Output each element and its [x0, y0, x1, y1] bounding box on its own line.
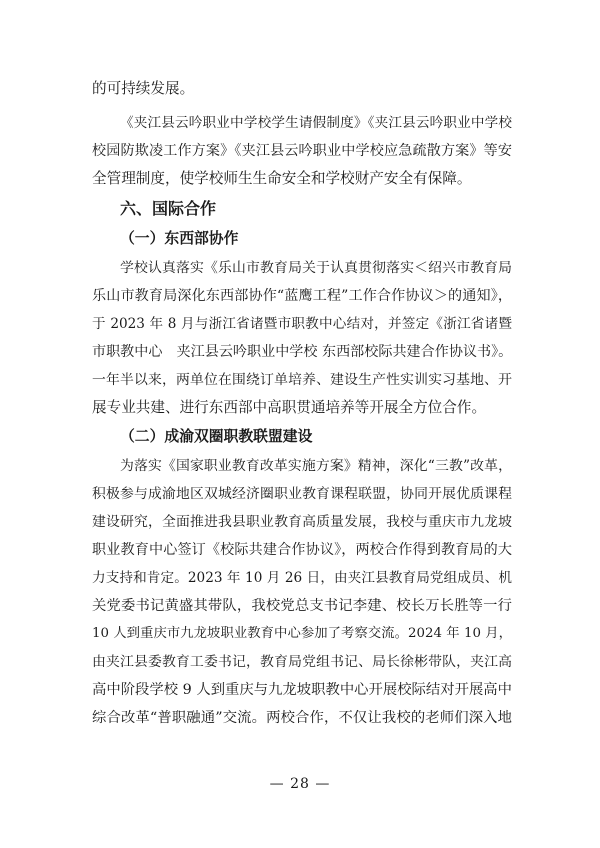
paragraph-line: 由夹江县委教育工委书记，教育局党组书记、局长徐彬带队，夹江高	[92, 654, 512, 670]
page-number: — 28 —	[269, 776, 331, 792]
paragraph-line: 乐山市教育局深化东西部协作“蓝鹰工程”工作合作协议＞的通知》，	[92, 288, 512, 304]
paragraph-line: 全管理制度，使学校师生生命安全和学校财产安全有保障。	[92, 170, 472, 187]
paragraph-line: 为落实《国家职业教育改革实施方案》精神，深化“三教”改革，	[120, 458, 512, 474]
paragraph-line: 建设研究，全面推进我县职业教育高质量发展，我校与重庆市九龙坡	[92, 514, 512, 530]
paragraph-line: 校园防欺凌工作方案》《夹江县云吟职业中学校应急疏散方案》等安	[92, 143, 512, 159]
paragraph-line: 一年半以来，两单位在围绕订单培养、建设生产性实训实习基地、开	[92, 372, 512, 388]
paragraph-line: 于 2023 年 8 月与浙江省诸暨市职教中心结对，并签定《浙江省诸暨	[92, 316, 512, 332]
paragraph-line: 高中阶段学校 9 人到重庆与九龙坡职教中心开展校际结对开展高中	[92, 682, 512, 698]
paragraph-line: 关党委书记黄盛其带队，我校党总支书记李建、校长万长胜等一行	[92, 598, 512, 614]
subsection-heading: （一）东西部协作	[120, 230, 239, 247]
paragraph-line: 《夹江县云吟职业中学校学生请假制度》《夹江县云吟职业中学校	[120, 115, 512, 131]
paragraph-line: 力支持和肯定。2023 年 10 月 26 日，由夹江县教育局党组成员、机	[92, 570, 512, 586]
paragraph-line: 10 人到重庆市九龙坡职业教育中心参加了考察交流。2024 年 10 月，	[92, 626, 512, 641]
paragraph-line: 综合改革“普职融通”交流。两校合作，不仅让我校的老师们深入地	[92, 710, 512, 726]
paragraph-line: 的可持续发展。	[92, 80, 195, 97]
paragraph-line: 学校认真落实《乐山市教育局关于认真贯彻落实＜绍兴市教育局	[120, 260, 512, 276]
paragraph-line: 展专业共建、进行东西部中高职贯通培养等开展全方位合作。	[92, 399, 487, 416]
paragraph-line: 积极参与成渝地区双城经济圈职业教育课程联盟，协同开展优质课程	[92, 486, 512, 502]
paragraph-line: 市职教中心 夹江县云吟职业中学校 东西部校际共建合作协议书》。	[92, 344, 512, 360]
paragraph-line: 职业教育中心签订《校际共建合作协议》，两校合作得到教育局的大	[92, 542, 512, 558]
section-heading: 六、国际合作	[120, 199, 217, 218]
subsection-heading: （二）成渝双圈职教联盟建设	[120, 428, 313, 445]
